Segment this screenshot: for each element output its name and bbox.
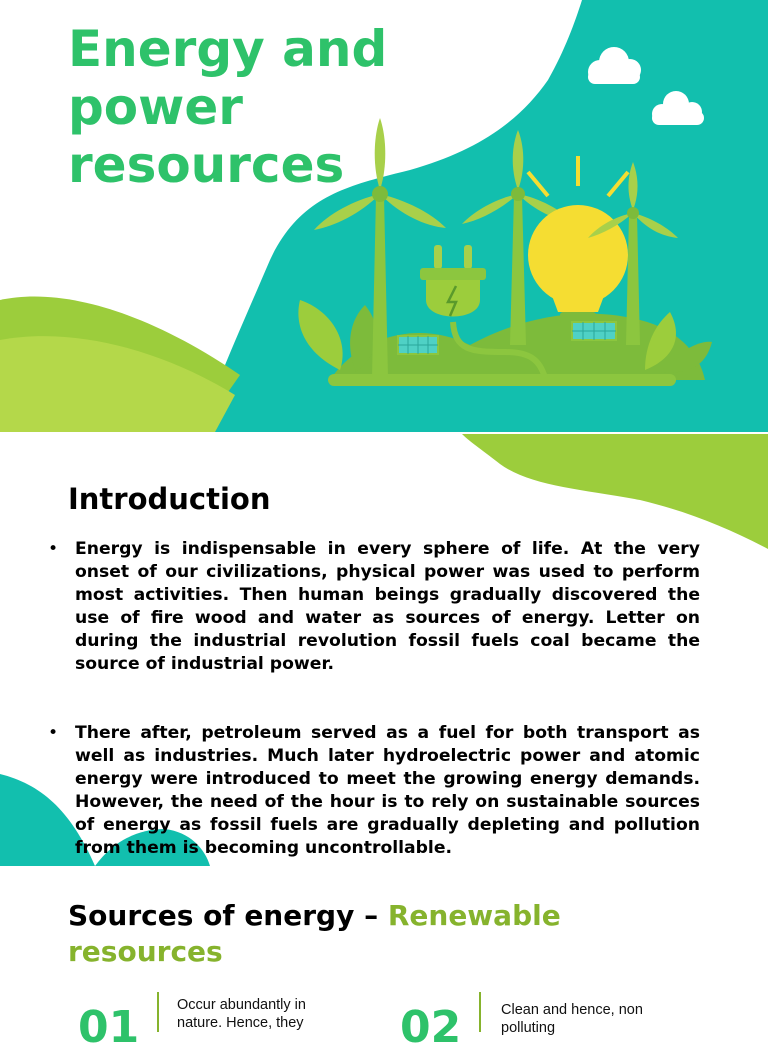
- heading-main: Sources of energy –: [68, 899, 388, 932]
- section-heading: [68, 898, 688, 970]
- bullet-marker: •: [48, 723, 59, 743]
- item-text: Occur abundantly in nature. Hence, they: [177, 997, 306, 1031]
- slide-title: Energy and power resources: [68, 20, 388, 194]
- divider-line: [157, 992, 159, 1032]
- bullet-item: [48, 538, 700, 676]
- bullet-marker: •: [48, 539, 59, 559]
- heading-accent: Renewable resources: [68, 899, 561, 968]
- section-heading: Introduction: [68, 482, 271, 516]
- sources-slide: [0, 868, 768, 1053]
- bullet-text: There after, petroleum served as a fuel for both transport as well as industries. Much later hydroelectric power and atomic energy were introduced to meet the growing energy demands. However, the need of the hour is to rely on sustainable sources of energy as fossil fuels are gradually depleting and pollution from them is becoming uncontrollable.: [75, 723, 700, 858]
- title-slide: [0, 0, 768, 432]
- bullet-item: [48, 722, 700, 860]
- bullet-list: [48, 538, 700, 906]
- divider-line-2: [479, 992, 481, 1032]
- item-number-2: 02: [400, 1002, 462, 1053]
- bullet-text: Energy is indispensable in every sphere of life. At the very onset of our civilizations, physical power was used to perform most activities. Then human beings gradually discovered the use of fire wood and water as sources of energy. Letter on during the industrial revolution fossil fuels coal became the source of industrial power.: [75, 539, 700, 674]
- item-text-2: Clean and hence, non polluting: [501, 1002, 643, 1036]
- introduction-slide: [0, 434, 768, 866]
- item-number: 01: [78, 1002, 140, 1053]
